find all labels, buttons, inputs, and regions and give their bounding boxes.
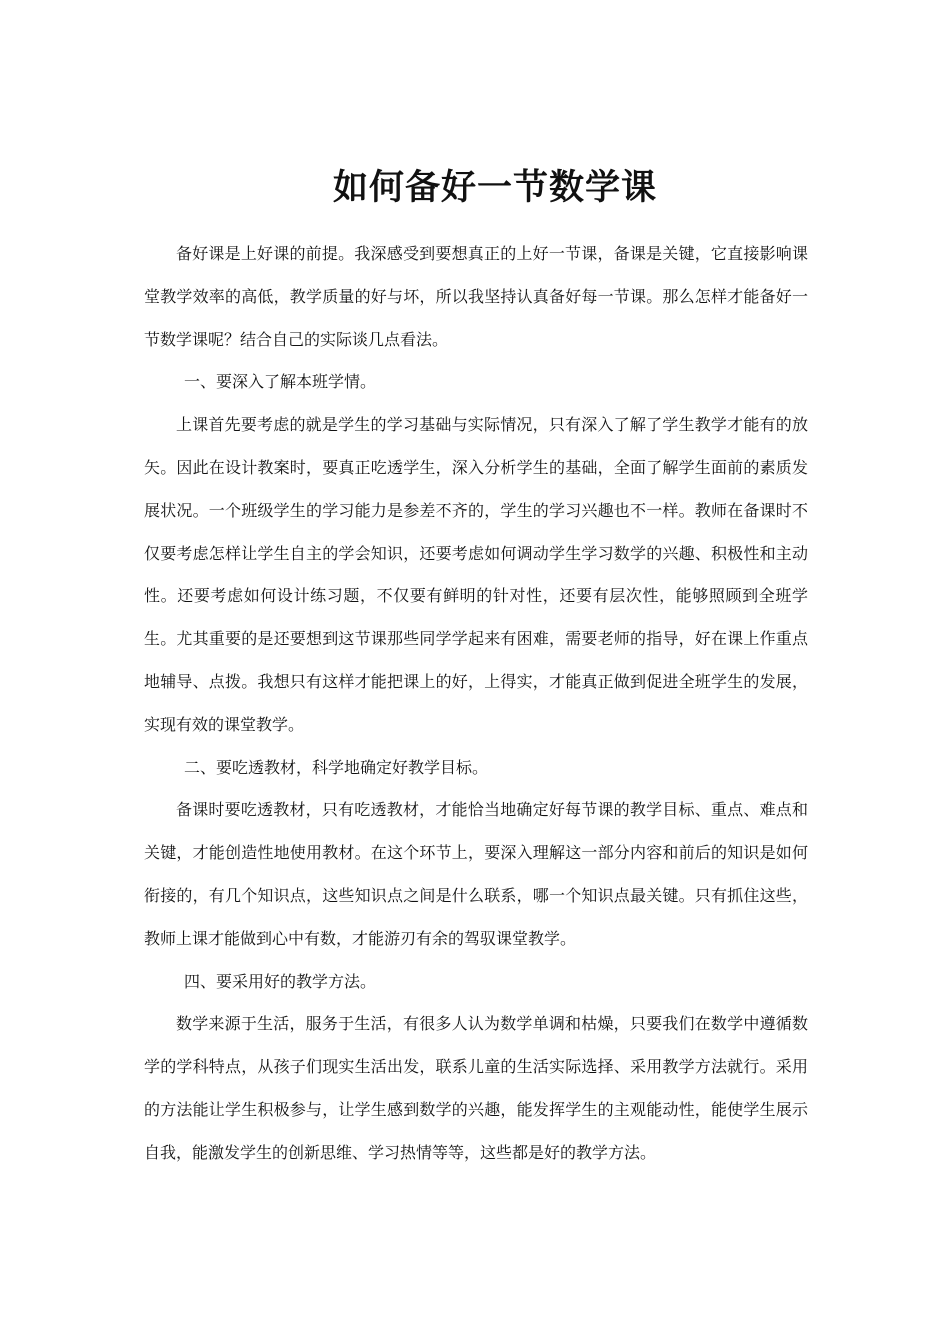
document-body: [144, 233, 808, 1175]
body-paragraph: 备好课是上好课的前提。我深感受到要想真正的上好一节课，备课是关键，它直接影响课堂教学效率的高低，教学质量的好与坏，所以我坚持认真备好每一节课。那么怎样才能备好一节数学课呢？结合自己的实际谈几点看法。: [144, 244, 808, 349]
body-paragraph: 数学来源于生活，服务于生活，有很多人认为数学单调和枯燥，只要我们在数学中遵循数学的学科特点，从孩子们现实生活出发，联系儿童的生活实际选择、采用教学方法就行。采用的方法能让学生积极参与，让学生感到数学的兴趣，能发挥学生的主观能动性，能使学生展示自我，能激发学生的创新思维、学习热情等等，这些都是好的教学方法。: [144, 1014, 808, 1162]
body-paragraph: 上课首先要考虑的就是学生的学习基础与实际情况，只有深入了解了学生教学才能有的放矢。因此在设计教案时，要真正吃透学生，深入分析学生的基础，全面了解学生面前的素质发展状况。一个班级学生的学习能力是参差不齐的，学生的学习兴趣也不一样。教师在备课时不仅要考虑怎样让学生自主的学会知识，还要考虑如何调动学生学习数学的兴趣、积极性和主动性。还要考虑如何设计练习题，不仅要有鲜明的针对性，还要有层次性，能够照顾到全班学生。尤其重要的是还要想到这节课那些同学学起来有困难，需要老师的指导，好在课上作重点地辅导、点拨。我想只有这样才能把课上的好，上得实，才能真正做到促进全班学生的发展，实现有效的课堂教学。: [144, 415, 808, 734]
body-paragraph: 备课时要吃透教材，只有吃透教材，才能恰当地确定好每节课的教学目标、重点、难点和关键，才能创造性地使用教材。在这个环节上，要深入理解这一部分内容和前后的知识是如何衔接的，有几个知识点，这些知识点之间是什么联系，哪一个知识点最关键。只有抓住这些，教师上课才能做到心中有数，才能游刃有余的驾驭课堂教学。: [144, 800, 808, 948]
section-heading: 二、要吃透教材，科学地确定好教学目标。: [184, 757, 489, 777]
section-heading: 四、要采用好的教学方法。: [184, 971, 377, 991]
document-title: 如何备好一节数学课: [332, 167, 657, 208]
section-heading: 一、要深入了解本班学情。: [184, 372, 377, 392]
